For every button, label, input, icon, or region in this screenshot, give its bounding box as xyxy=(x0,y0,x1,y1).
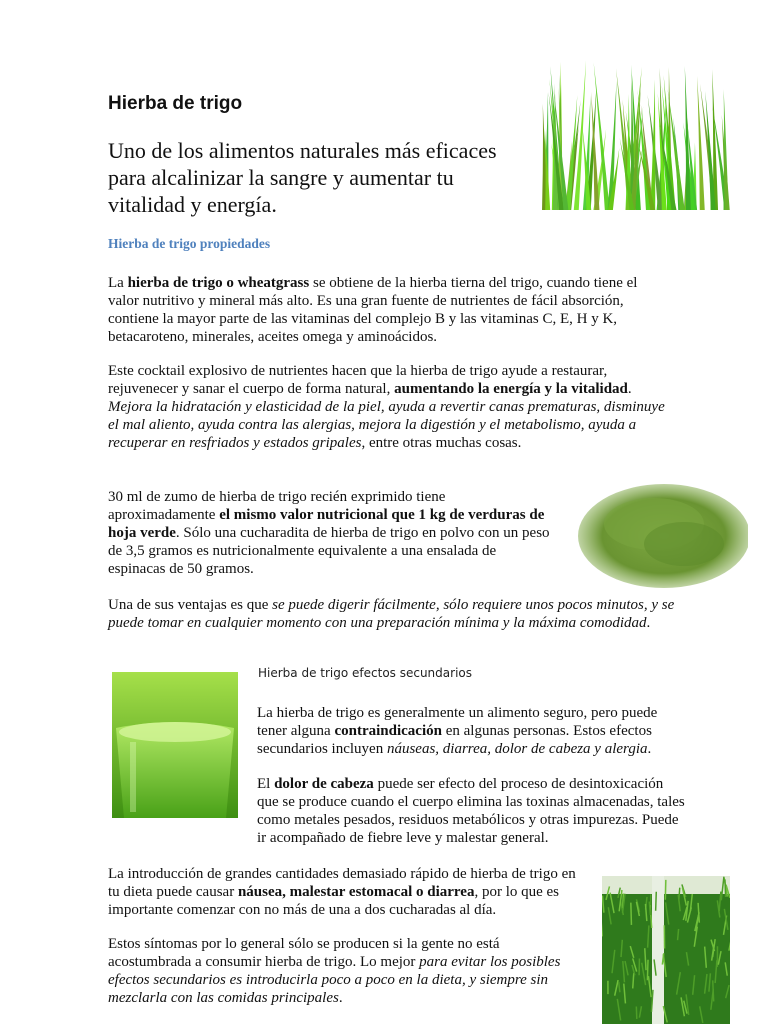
wheatgrass-image xyxy=(540,52,737,210)
wheatgrass-powder-image xyxy=(574,474,748,592)
section-heading-properties: Hierba de trigo propiedades xyxy=(108,236,271,251)
wheatgrass-juice-image xyxy=(112,672,238,818)
page-title: Hierba de trigo xyxy=(108,93,243,114)
paragraph-nutrition: 30 ml de zumo de hierba de trigo recién exprimido tiene aproximadamente el mismo valor nutricional que 1 kg de verduras de hoja verde. Sólo una cucharadita de hierba de trigo en polvo con un peso de 3,5 gramos es nutricionalmente equivalente a una ensalada de espinacas de 50 gramos. xyxy=(108,489,550,577)
paragraph-advantages: Una de sus ventajas es que se puede digerir fácilmente, sólo requiere unos pocos minutos, y se puede tomar en cualquier momento con una preparación mínima y la máxima comodidad. xyxy=(108,597,675,631)
paragraph-intro: La hierba de trigo o wheatgrass se obtiene de la hierba tierna del trigo, cuando tiene el valor nutritivo y mineral más alto. Es una gran fuente de nutrientes de fácil absorción, contiene la mayor parte de las vitaminas del complejo B y las vitaminas C, E, H y K, betacaroteno, minerales, aceites omega y aminoácidos. xyxy=(108,275,638,345)
paragraph-contraindications: La hierba de trigo es generalmente un alimento seguro, pero puede tener alguna contraindicación en algunas personas. Estos efectos secundarios incluyen náuseas, diarrea, dolor de cabeza y alergia. xyxy=(257,705,658,757)
paragraph-benefits: Este cocktail explosivo de nutrientes hacen que la hierba de trigo ayude a restaurar, rejuvenecer y sanar el cuerpo de forma natural, aumentando la energía y la vitalidad. Mejora la hidratación y elasticidad de la piel, ayuda a revertir canas prematuras, disminuye el mal aliento, ayuda contra las alergias, mejora la digestión y el metabolismo, ayuda a recuperar en resfriados y estados gripales, entre otras muchas cosas. xyxy=(108,363,665,451)
paragraph-introduction: La introducción de grandes cantidades demasiado rápido de hierba de trigo en tu dieta puede causar náusea, malestar estomacal o diarrea, por lo que es importante comenzar con no más de una a dos cucharadas al día. xyxy=(108,866,576,918)
paragraph-headache: El dolor de cabeza puede ser efecto del proceso de desintoxicación que se produce cuando el cuerpo elimina las toxinas almacenadas, tales como metales pesados, residuos metabólicos y otras impurezas. Puede ir acompañado de fiebre leve y malestar general. xyxy=(257,776,685,846)
page-subtitle: Uno de los alimentos naturales más eficaces para alcalinizar la sangre y aumentar tu vitalidad y energía. xyxy=(108,138,497,217)
section-heading-side-effects: Hierba de trigo efectos secundarios xyxy=(258,666,472,680)
wheatgrass-tray-image xyxy=(602,876,730,1024)
paragraph-symptoms: Estos síntomas por lo general sólo se producen si la gente no está acostumbrada a consumir hierba de trigo. Lo mejor para evitar los posibles efectos secundarios es introducirla poco a poco en la dieta, y siempre sin mezclarla con las comidas principales. xyxy=(108,936,561,1006)
